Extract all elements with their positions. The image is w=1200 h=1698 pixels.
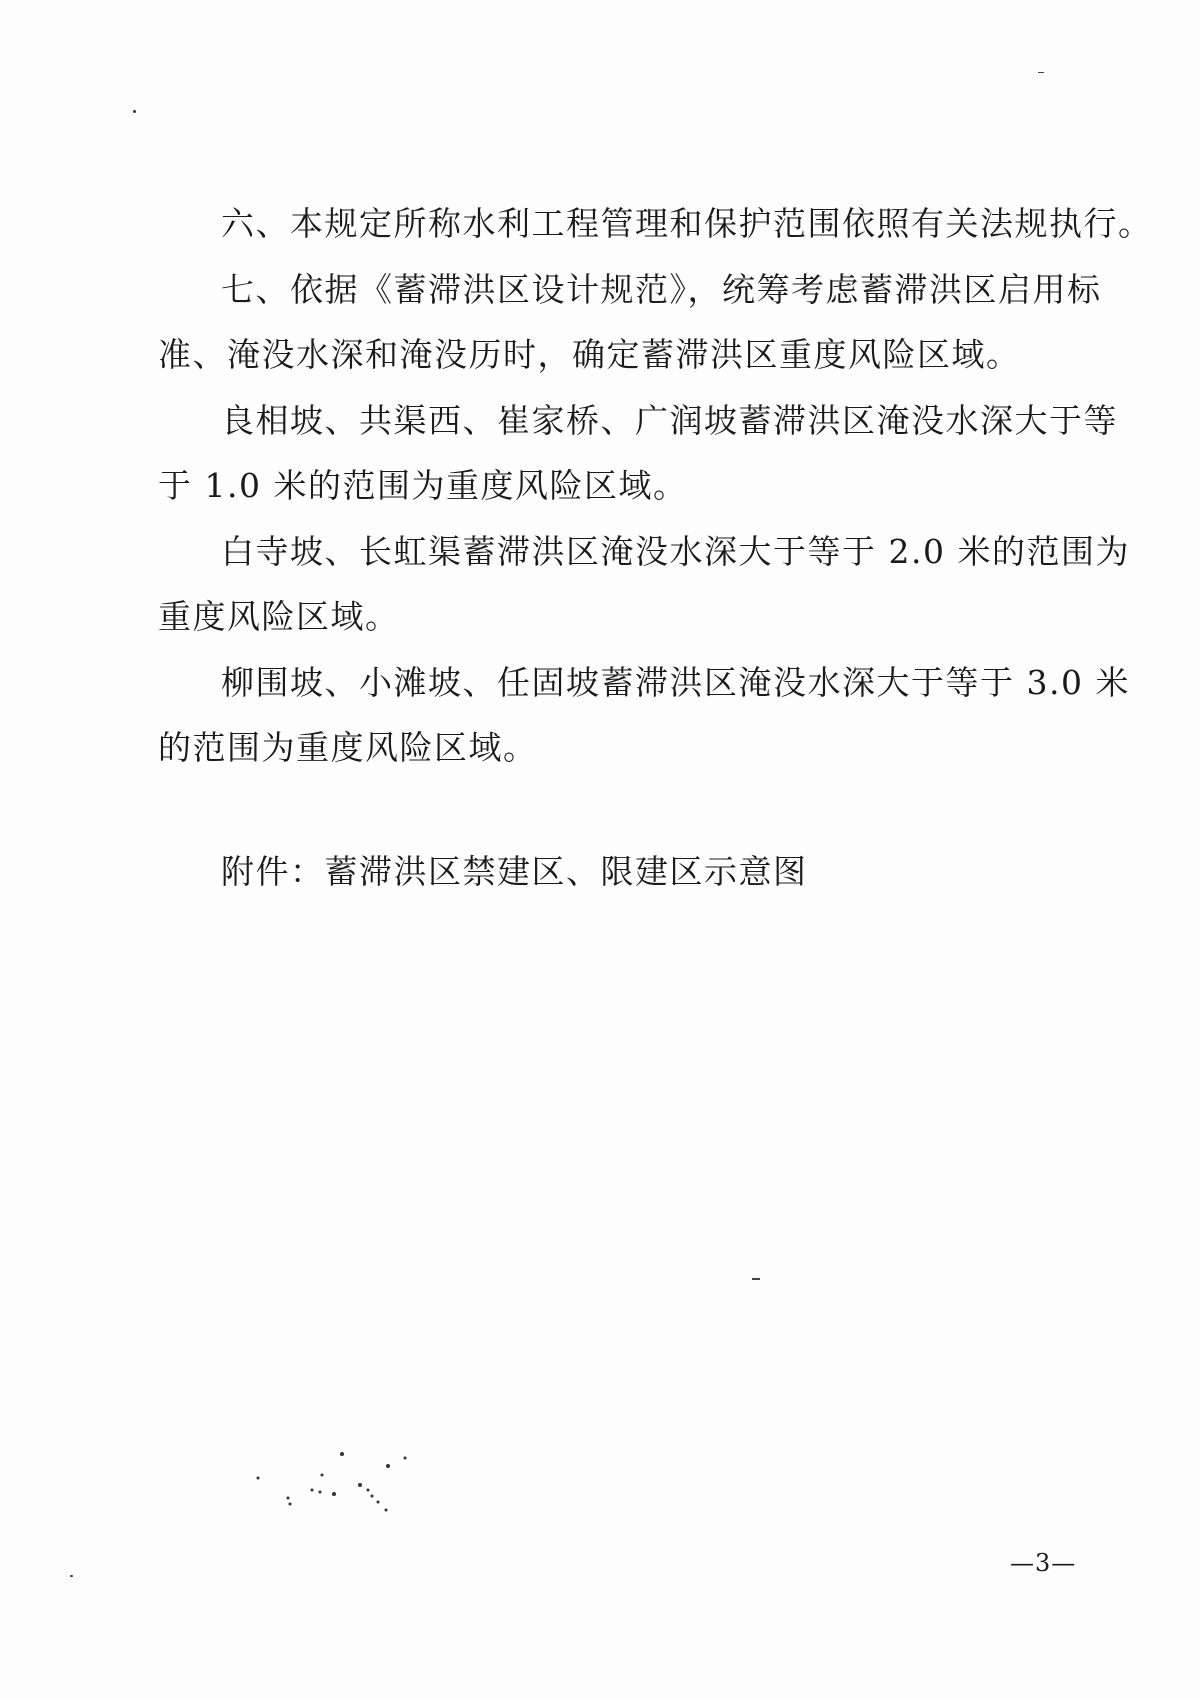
scan-speck	[1038, 72, 1044, 73]
paragraph-line: 的范围为重度风险区域。	[158, 728, 538, 767]
paragraph-line: 准、淹没水深和淹没历时，确定蓄滞洪区重度风险区域。	[158, 335, 1021, 374]
scan-speck	[752, 1278, 760, 1280]
paragraph-line: 重度风险区域。	[158, 597, 400, 636]
stamp-residue	[250, 1440, 430, 1520]
scan-speck	[133, 110, 136, 113]
paragraph-line: 六、本规定所称水利工程管理和保护范围依照有关法规执行。	[221, 204, 1153, 243]
paragraph-line: 柳围坡、小滩坡、任固坡蓄滞洪区淹没水深大于等于 3.0 米	[221, 663, 1130, 702]
paragraph-line: 七、依据《蓄滞洪区设计规范》，统筹考虑蓄滞洪区启用标	[221, 270, 1102, 309]
scan-speck	[70, 1575, 73, 1577]
attachment-line: 附件：蓄滞洪区禁建区、限建区示意图	[221, 852, 808, 891]
page-number: —3—	[1010, 1549, 1077, 1577]
paragraph-line: 良相坡、共渠西、崔家桥、广润坡蓄滞洪区淹没水深大于等	[221, 401, 1118, 440]
paragraph-line: 白寺坡、长虹渠蓄滞洪区淹没水深大于等于 2.0 米的范围为	[221, 532, 1130, 571]
paragraph-line: 于 1.0 米的范围为重度风险区域。	[158, 466, 688, 505]
